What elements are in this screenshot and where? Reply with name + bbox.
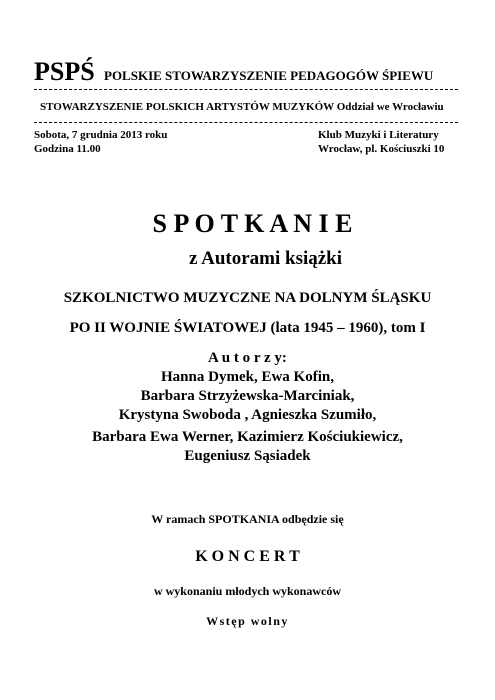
author-line: Krystyna Swoboda , Agnieszka Szumiło, [118,407,377,423]
author-line: Barbara Strzyżewska-Marciniak, [140,388,355,404]
author-line: Barbara Ewa Werner, Kazimierz Kościukiewicz, [92,429,403,445]
event-venue: Klub Muzyki i Literatury [318,129,439,141]
book-title-line-1: SZKOLNICTWO MUZYCZNE NA DOLNYM ŚLĄSKU [63,290,432,306]
header-divider-top [34,89,458,90]
author-line: Hanna Dymek, Ewa Kofin, [161,369,334,385]
event-address: Wrocław, pl. Kościuszki 10 [318,143,445,155]
org-name: POLSKIE STOWARZYSZENIE PEDAGOGÓW ŚPIEWU [104,68,434,83]
concert-intro: W ramach SPOTKANIA odbędzie się [151,512,344,526]
event-date: Sobota, 7 grudnia 2013 roku [34,129,168,141]
co-organizer: STOWARZYSZENIE POLSKICH ARTYSTÓW MUZYKÓW Oddział we Wrocławiu [40,101,444,113]
concert-performers: w wykonaniu młodych wykonawców [153,584,342,598]
book-title-line-2: PO II WOJNIE ŚWIATOWEJ (lata 1945 – 1960), tom I [69,320,426,336]
authors-heading: A u t o r z y: [208,350,287,366]
concert-heading: K O N C E R T [195,548,300,565]
org-logo: PSPŚ [34,57,95,86]
header-divider-bottom [34,122,458,123]
author-line: Eugeniusz Sąsiadek [184,448,311,464]
main-title: S P O T K A N I E [152,209,353,238]
admission-note: Wstęp wolny [206,614,289,628]
event-time: Godzina 11.00 [34,143,101,155]
main-subtitle: z Autorami książki [188,248,343,269]
